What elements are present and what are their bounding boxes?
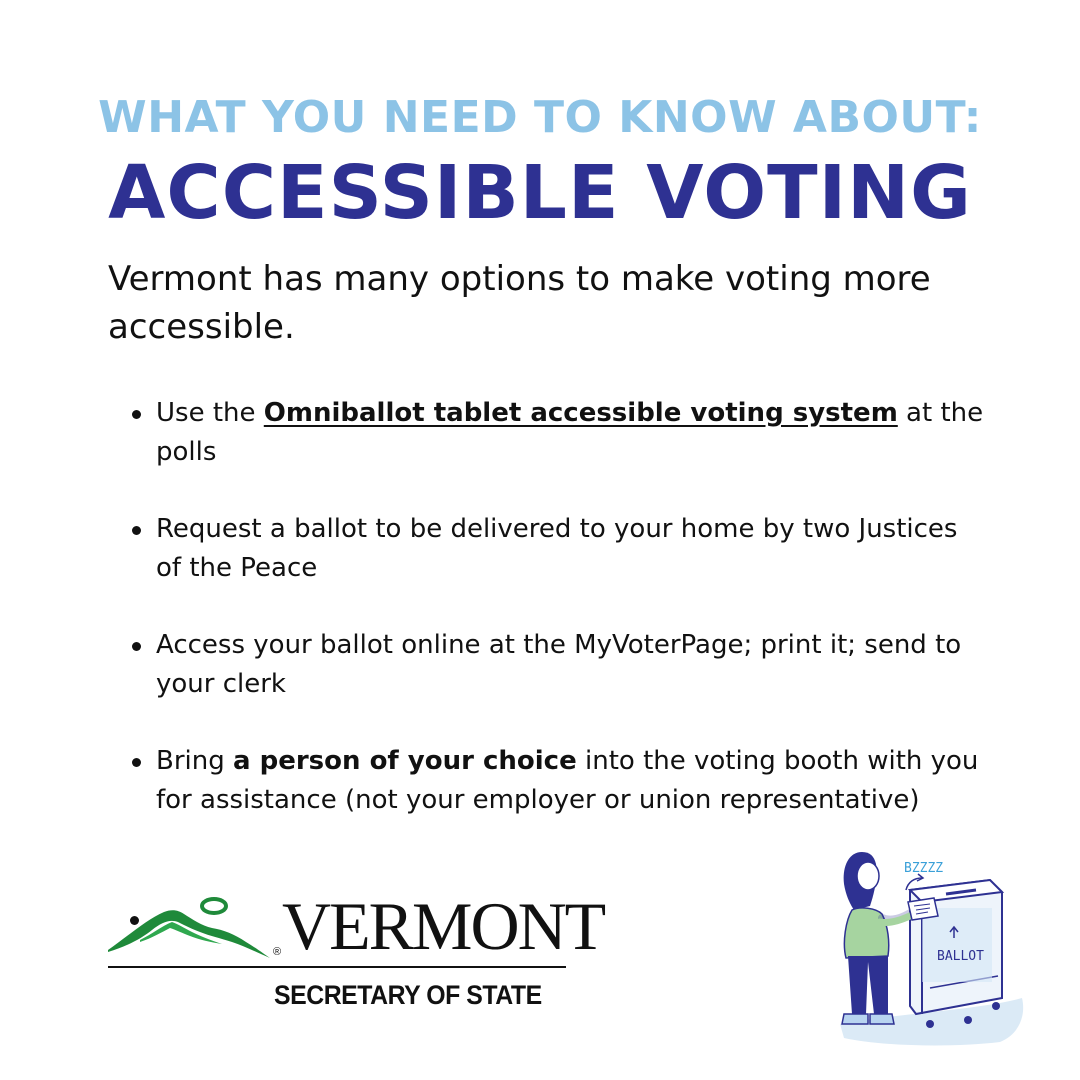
voter-ballot-box-illustration: [830, 838, 1030, 1048]
bullet-text: at the polls: [156, 398, 984, 467]
omniballot-link[interactable]: Omniballot tablet accessible voting system: [263, 398, 898, 428]
green-mountains-icon: [106, 888, 281, 968]
list-item-online-ballot: [128, 626, 988, 704]
buzz-text: BZZZZ: [904, 861, 944, 876]
kicker-heading: WHAT YOU NEED TO KNOW ABOUT:: [98, 92, 982, 143]
logo-wordmark: VERMONT: [282, 888, 605, 964]
options-list: [128, 394, 988, 858]
bullet-text: Bring: [156, 746, 233, 776]
bullet-text: into the voting booth with you for assistance (not your employer or union representative): [156, 746, 979, 815]
bullet-text: Use the: [156, 398, 264, 428]
bullet-bold-text: a person of your choice: [233, 746, 577, 776]
bullet-text: Access your ballot online at the MyVoterPage; print it; send to your clerk: [156, 630, 962, 699]
ballot-label: BALLOT: [937, 949, 984, 964]
vermont-sos-logo: [106, 888, 605, 1018]
intro-text: Vermont has many options to make voting more accessible.: [108, 259, 931, 347]
list-item-omniballot: [128, 394, 988, 472]
list-item-home-delivery: [128, 510, 988, 588]
list-item-assistance: [128, 742, 988, 820]
logo-subtitle: SECRETARY OF STATE: [274, 980, 542, 1010]
page-title: ACCESSIBLE VOTING: [108, 150, 972, 236]
registered-mark: ®: [273, 946, 282, 958]
bullet-text: Request a ballot to be delivered to your home by two Justices of the Peace: [156, 514, 958, 583]
logo-divider: [108, 966, 566, 968]
